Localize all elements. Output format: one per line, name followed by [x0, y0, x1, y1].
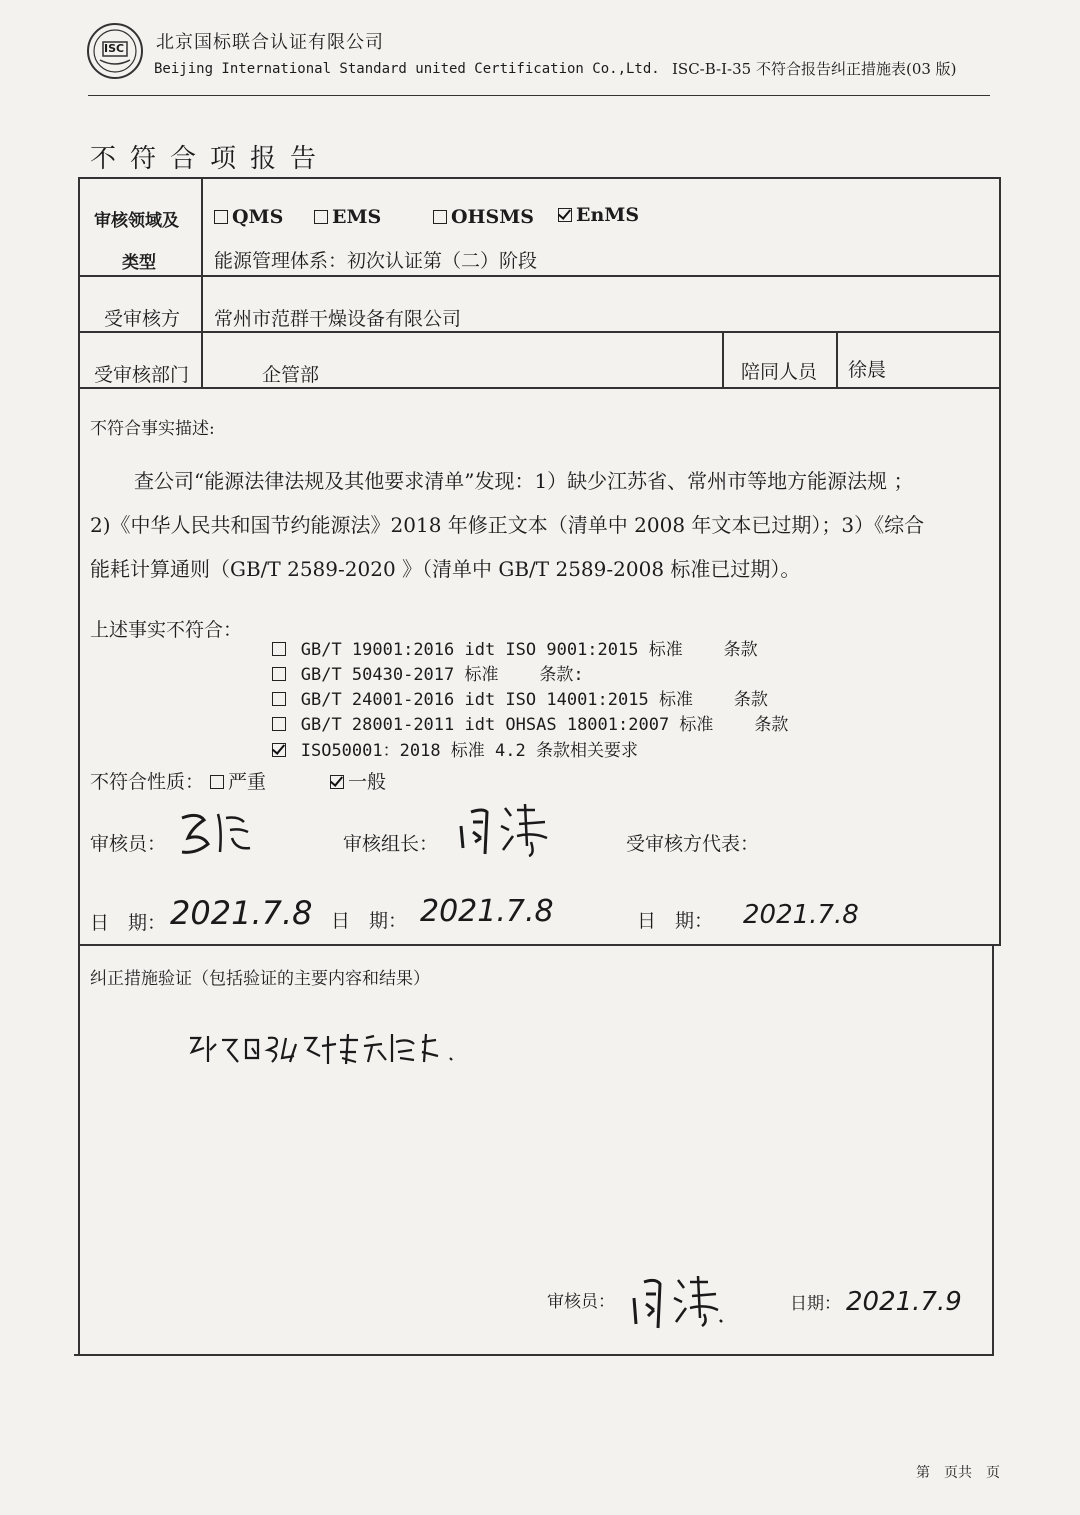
dept-value: 企管部	[262, 364, 320, 386]
bottom-date-value: 2021.7.9	[846, 1287, 962, 1317]
nature-serious-option[interactable]	[210, 767, 266, 794]
bottom-date-label: 日期：	[790, 1294, 841, 1314]
table-border-right-upper	[999, 177, 1001, 946]
checkbox-ohsms[interactable]	[433, 210, 447, 224]
nature-serious-label: 严重	[228, 771, 267, 793]
label-column-divider	[201, 177, 203, 387]
logo-text: ISC	[104, 42, 125, 55]
auditee-rep-label: 受审核方代表：	[626, 833, 760, 855]
standards-label: 上述事实不符合：	[90, 619, 243, 641]
audit-type-text: 能源管理体系：初次认证第（二）阶段	[214, 250, 538, 272]
facts-line-1: 查公司“能源法律法规及其他要求清单”发现：1）缺少江苏省、常州市等地方能源法规 ；	[134, 469, 914, 493]
table-border-right-lower	[992, 945, 994, 1355]
system-label-ems: EMS	[332, 206, 382, 228]
row-divider-1	[78, 275, 1001, 277]
bottom-auditor-label: 审核员：	[547, 1292, 615, 1312]
page-number: 第 页共 页	[916, 1465, 1000, 1481]
date-value-2: 2021.7.8	[420, 894, 554, 929]
table-border-bottom	[74, 1354, 994, 1356]
date-value-1: 2021.7.8	[170, 894, 313, 932]
checkbox-ems[interactable]	[314, 210, 328, 224]
standard-text-3: GB/T 24001-2016 idt ISO 14001:2015 标准 条款	[300, 690, 768, 710]
table-border-left	[78, 177, 80, 1355]
standard-text-1: GB/T 19001:2016 idt ISO 9001:2015 标准 条款	[300, 640, 758, 660]
field-type-label-line2: 类型	[122, 253, 156, 273]
escort-label: 陪同人员	[741, 361, 818, 383]
date-label-2: 日 期：	[331, 910, 408, 932]
auditee-value: 常州市范群干燥设备有限公司	[214, 308, 462, 330]
company-name-cn: 北京国标联合认证有限公司	[156, 32, 384, 53]
nature-general-label: 一般	[348, 771, 387, 793]
table-border-top	[78, 177, 1001, 179]
company-name-en: Beijing International Standard united Certification Co.,Ltd.	[154, 61, 660, 77]
facts-label: 不符合事实描述:	[90, 419, 215, 439]
system-option-ems[interactable]	[314, 206, 381, 228]
form-code: ISC-B-I-35 不符合报告纠正措施表(03 版)	[672, 60, 957, 78]
verification-handwritten-note	[186, 1028, 466, 1076]
auditor-label: 审核员：	[90, 833, 167, 855]
system-option-ohsms[interactable]	[433, 206, 534, 228]
checkbox-qms[interactable]	[214, 210, 228, 224]
row-divider-3	[78, 387, 1001, 389]
system-option-enms[interactable]	[558, 204, 639, 226]
standard-text-2: GB/T 50430-2017 标准 条款:	[300, 665, 584, 685]
escort-value: 徐晨	[848, 359, 887, 381]
checkbox-enms[interactable]	[558, 208, 572, 222]
standard-item-5[interactable]	[252, 716, 638, 761]
auditee-label: 受审核方	[104, 308, 181, 330]
company-logo	[86, 22, 144, 80]
nature-label: 不符合性质：	[90, 771, 205, 793]
facts-line-2: 2)《中华人民共和国节约能源法》2018 年修正文本（清单中 2008 年文本已过期）；3）《综合	[90, 513, 925, 537]
header-divider	[88, 95, 990, 96]
bottom-auditor-signature	[628, 1270, 728, 1336]
date-value-3: 2021.7.8	[743, 900, 859, 930]
nature-general-option[interactable]	[330, 767, 386, 794]
row-divider-2	[78, 331, 1001, 333]
system-label-qms: QMS	[232, 206, 284, 228]
nature-general-checkbox[interactable]	[330, 775, 344, 789]
leader-signature	[455, 798, 555, 864]
standard-text-4: GB/T 28001-2011 idt OHSAS 18001:2007 标准 条款	[300, 715, 789, 735]
date-label-3: 日 期：	[637, 910, 714, 932]
escort-column-divider-1	[722, 331, 724, 387]
standard-text-5: ISO50001：2018 标准 4.2 条款相关要求	[300, 741, 638, 761]
field-type-label-line1: 审核领域及	[94, 211, 179, 231]
verification-label: 纠正措施验证（包括验证的主要内容和结果）	[90, 969, 430, 989]
page-title: 不符合项报告	[90, 144, 331, 174]
row-divider-4	[78, 944, 1001, 946]
auditor-signature	[178, 808, 258, 864]
system-option-qms[interactable]	[214, 206, 283, 228]
system-label-enms: EnMS	[576, 204, 640, 226]
facts-line-3: 能耗计算通则（GB/T 2589-2020 》（清单中 GB/T 2589-2008 标准已过期）。	[90, 557, 801, 581]
leader-label: 审核组长：	[343, 833, 439, 855]
dept-label: 受审核部门	[94, 364, 190, 386]
date-label-1: 日 期：	[90, 912, 167, 934]
escort-column-divider-2	[836, 331, 838, 387]
system-label-ohsms: OHSMS	[451, 206, 534, 228]
nature-serious-checkbox[interactable]	[210, 775, 224, 789]
standard-checkbox-5[interactable]	[272, 743, 286, 757]
